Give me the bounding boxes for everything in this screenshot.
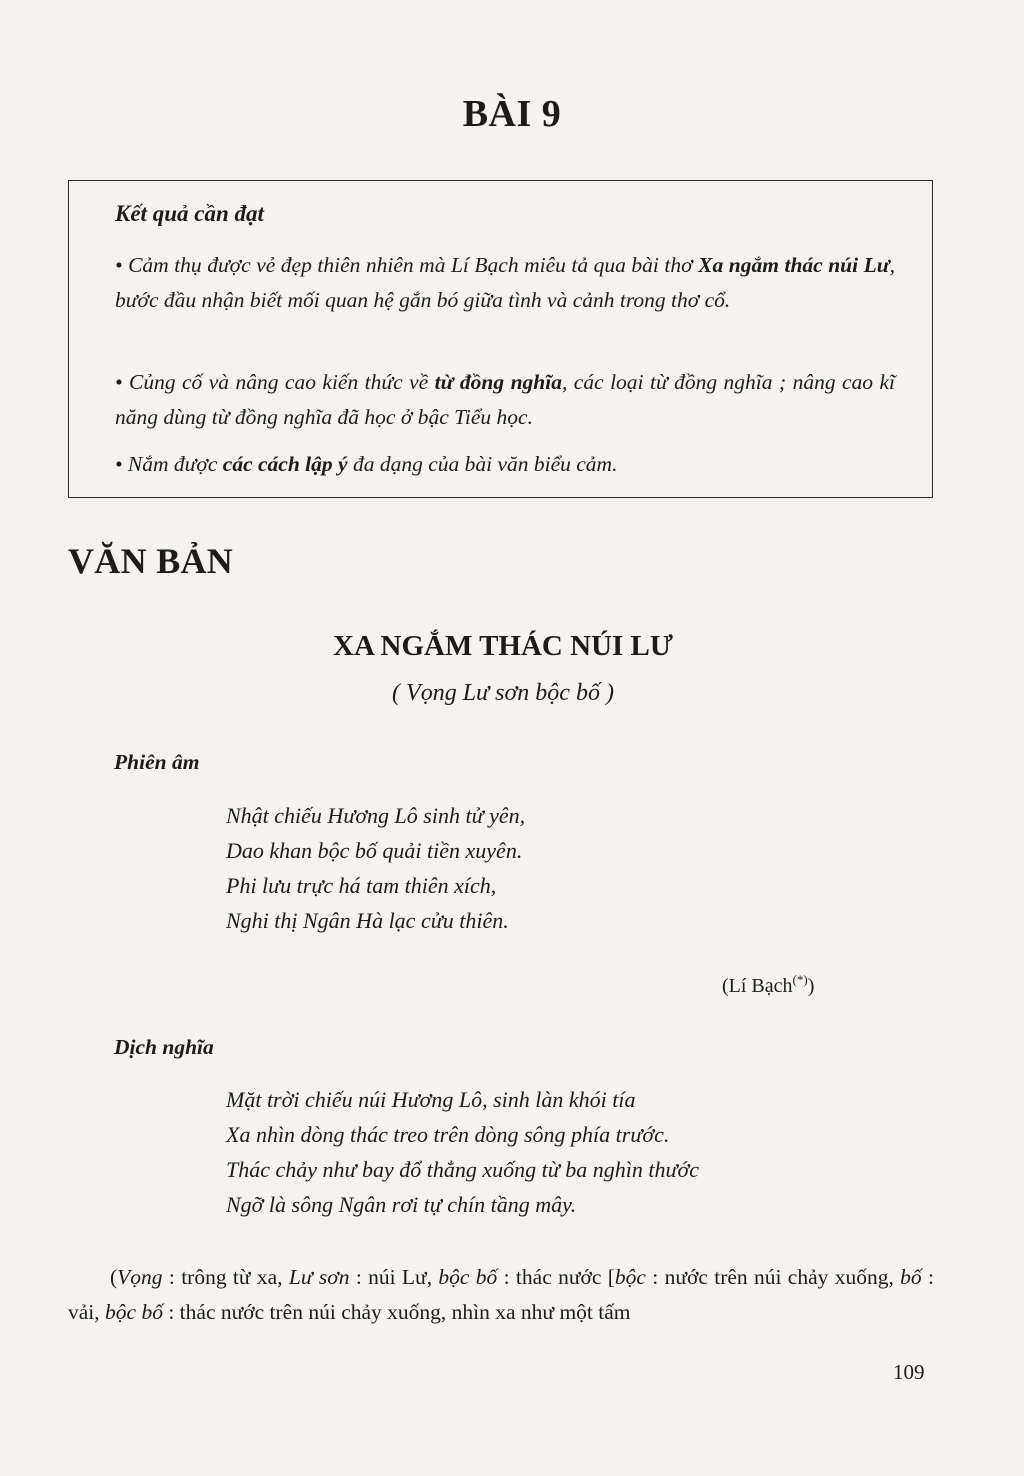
author-name: (Lí Bạch	[722, 975, 793, 997]
verse-line: Phi lưu trực há tam thiên xích,	[226, 873, 497, 898]
poem-title: XA NGẮM THÁC NÚI LƯ	[333, 630, 673, 662]
gloss-term: Lư sơn	[288, 1265, 350, 1289]
page-number: 109	[893, 1360, 925, 1384]
objective-keyword: từ đồng nghĩa	[434, 370, 562, 394]
verse-line: Thác chảy như bay đổ thẳng xuống từ ba nghìn thước	[226, 1157, 700, 1182]
verse-line: Mặt trời chiếu núi Hương Lô, sinh làn khói tía	[226, 1087, 636, 1112]
verse-line: Nghi thị Ngân Hà lạc cửu thiên.	[226, 908, 509, 933]
objective-text: Nắm được	[127, 452, 223, 476]
objective-text: , các loại từ đồng nghĩa ; nâng cao kĩ năng dùng từ đồng nghĩa đã học ở bậc Tiểu học.	[115, 370, 896, 429]
poem-subtitle: ( Vọng Lư sơn bộc bố )	[392, 680, 614, 706]
objectives-box	[68, 180, 933, 498]
objective-text: Cảm thụ được vẻ đẹp thiên nhiên mà Lí Bạch miêu tả qua bài thơ	[128, 253, 699, 277]
dich-nghia-label: Dịch nghĩa	[114, 1035, 214, 1059]
gloss-term: Vọng	[117, 1265, 163, 1289]
gloss-text: (	[110, 1265, 118, 1289]
author-close: )	[807, 975, 815, 997]
gloss-text: : nước trên núi chảy xuống,	[645, 1265, 901, 1289]
objective-text: Củng cố và nâng cao kiến thức về	[128, 370, 435, 394]
section-heading: VĂN BẢN	[68, 541, 234, 581]
objective-keyword: Xa ngắm thác núi Lư	[698, 253, 890, 277]
gloss-term: bộc bố	[438, 1265, 498, 1289]
phien-am-verses	[226, 798, 926, 938]
bullet-icon: •	[115, 253, 123, 277]
gloss-term: bố	[900, 1265, 922, 1289]
phien-am-label: Phiên âm	[114, 750, 200, 774]
objectives-heading: Kết quả cần đạt	[115, 201, 264, 226]
bullet-icon: •	[115, 452, 123, 476]
footnote-marker: (*)	[792, 972, 808, 987]
objective-keyword: các cách lập ý	[222, 452, 348, 476]
gloss-term: bộc bố	[105, 1300, 163, 1324]
objective-text: đa dạng của bài văn biểu cảm.	[347, 452, 618, 476]
objective-item	[115, 248, 895, 318]
bullet-icon: •	[115, 370, 123, 394]
verse-line: Nhật chiếu Hương Lô sinh tử yên,	[226, 803, 526, 828]
verse-line: Dao khan bộc bố quải tiền xuyên.	[226, 838, 523, 863]
gloss-text: : núi Lư,	[349, 1265, 439, 1289]
gloss-text: : thác nước [	[497, 1265, 615, 1289]
page-title: BÀI 9	[462, 93, 562, 135]
objective-item	[115, 447, 895, 482]
objective-text: , bước đầu nhận biết mối quan hệ gắn bó giữa tình và cảnh trong thơ cổ.	[115, 253, 896, 312]
author-attribution	[722, 972, 814, 998]
gloss-term: bộc	[614, 1265, 646, 1289]
glossary-note	[68, 1260, 934, 1330]
gloss-text: : trông từ xa,	[162, 1265, 289, 1289]
verse-line: Xa nhìn dòng thác treo trên dòng sông phía trước.	[226, 1122, 670, 1147]
gloss-text: : vải,	[68, 1265, 934, 1324]
objective-item	[115, 365, 895, 435]
dich-nghia-verses	[226, 1082, 926, 1222]
gloss-text: : thác nước trên núi chảy xuống, nhìn xa như một tấm	[162, 1300, 631, 1324]
verse-line: Ngỡ là sông Ngân rơi tự chín tầng mây.	[226, 1192, 577, 1217]
